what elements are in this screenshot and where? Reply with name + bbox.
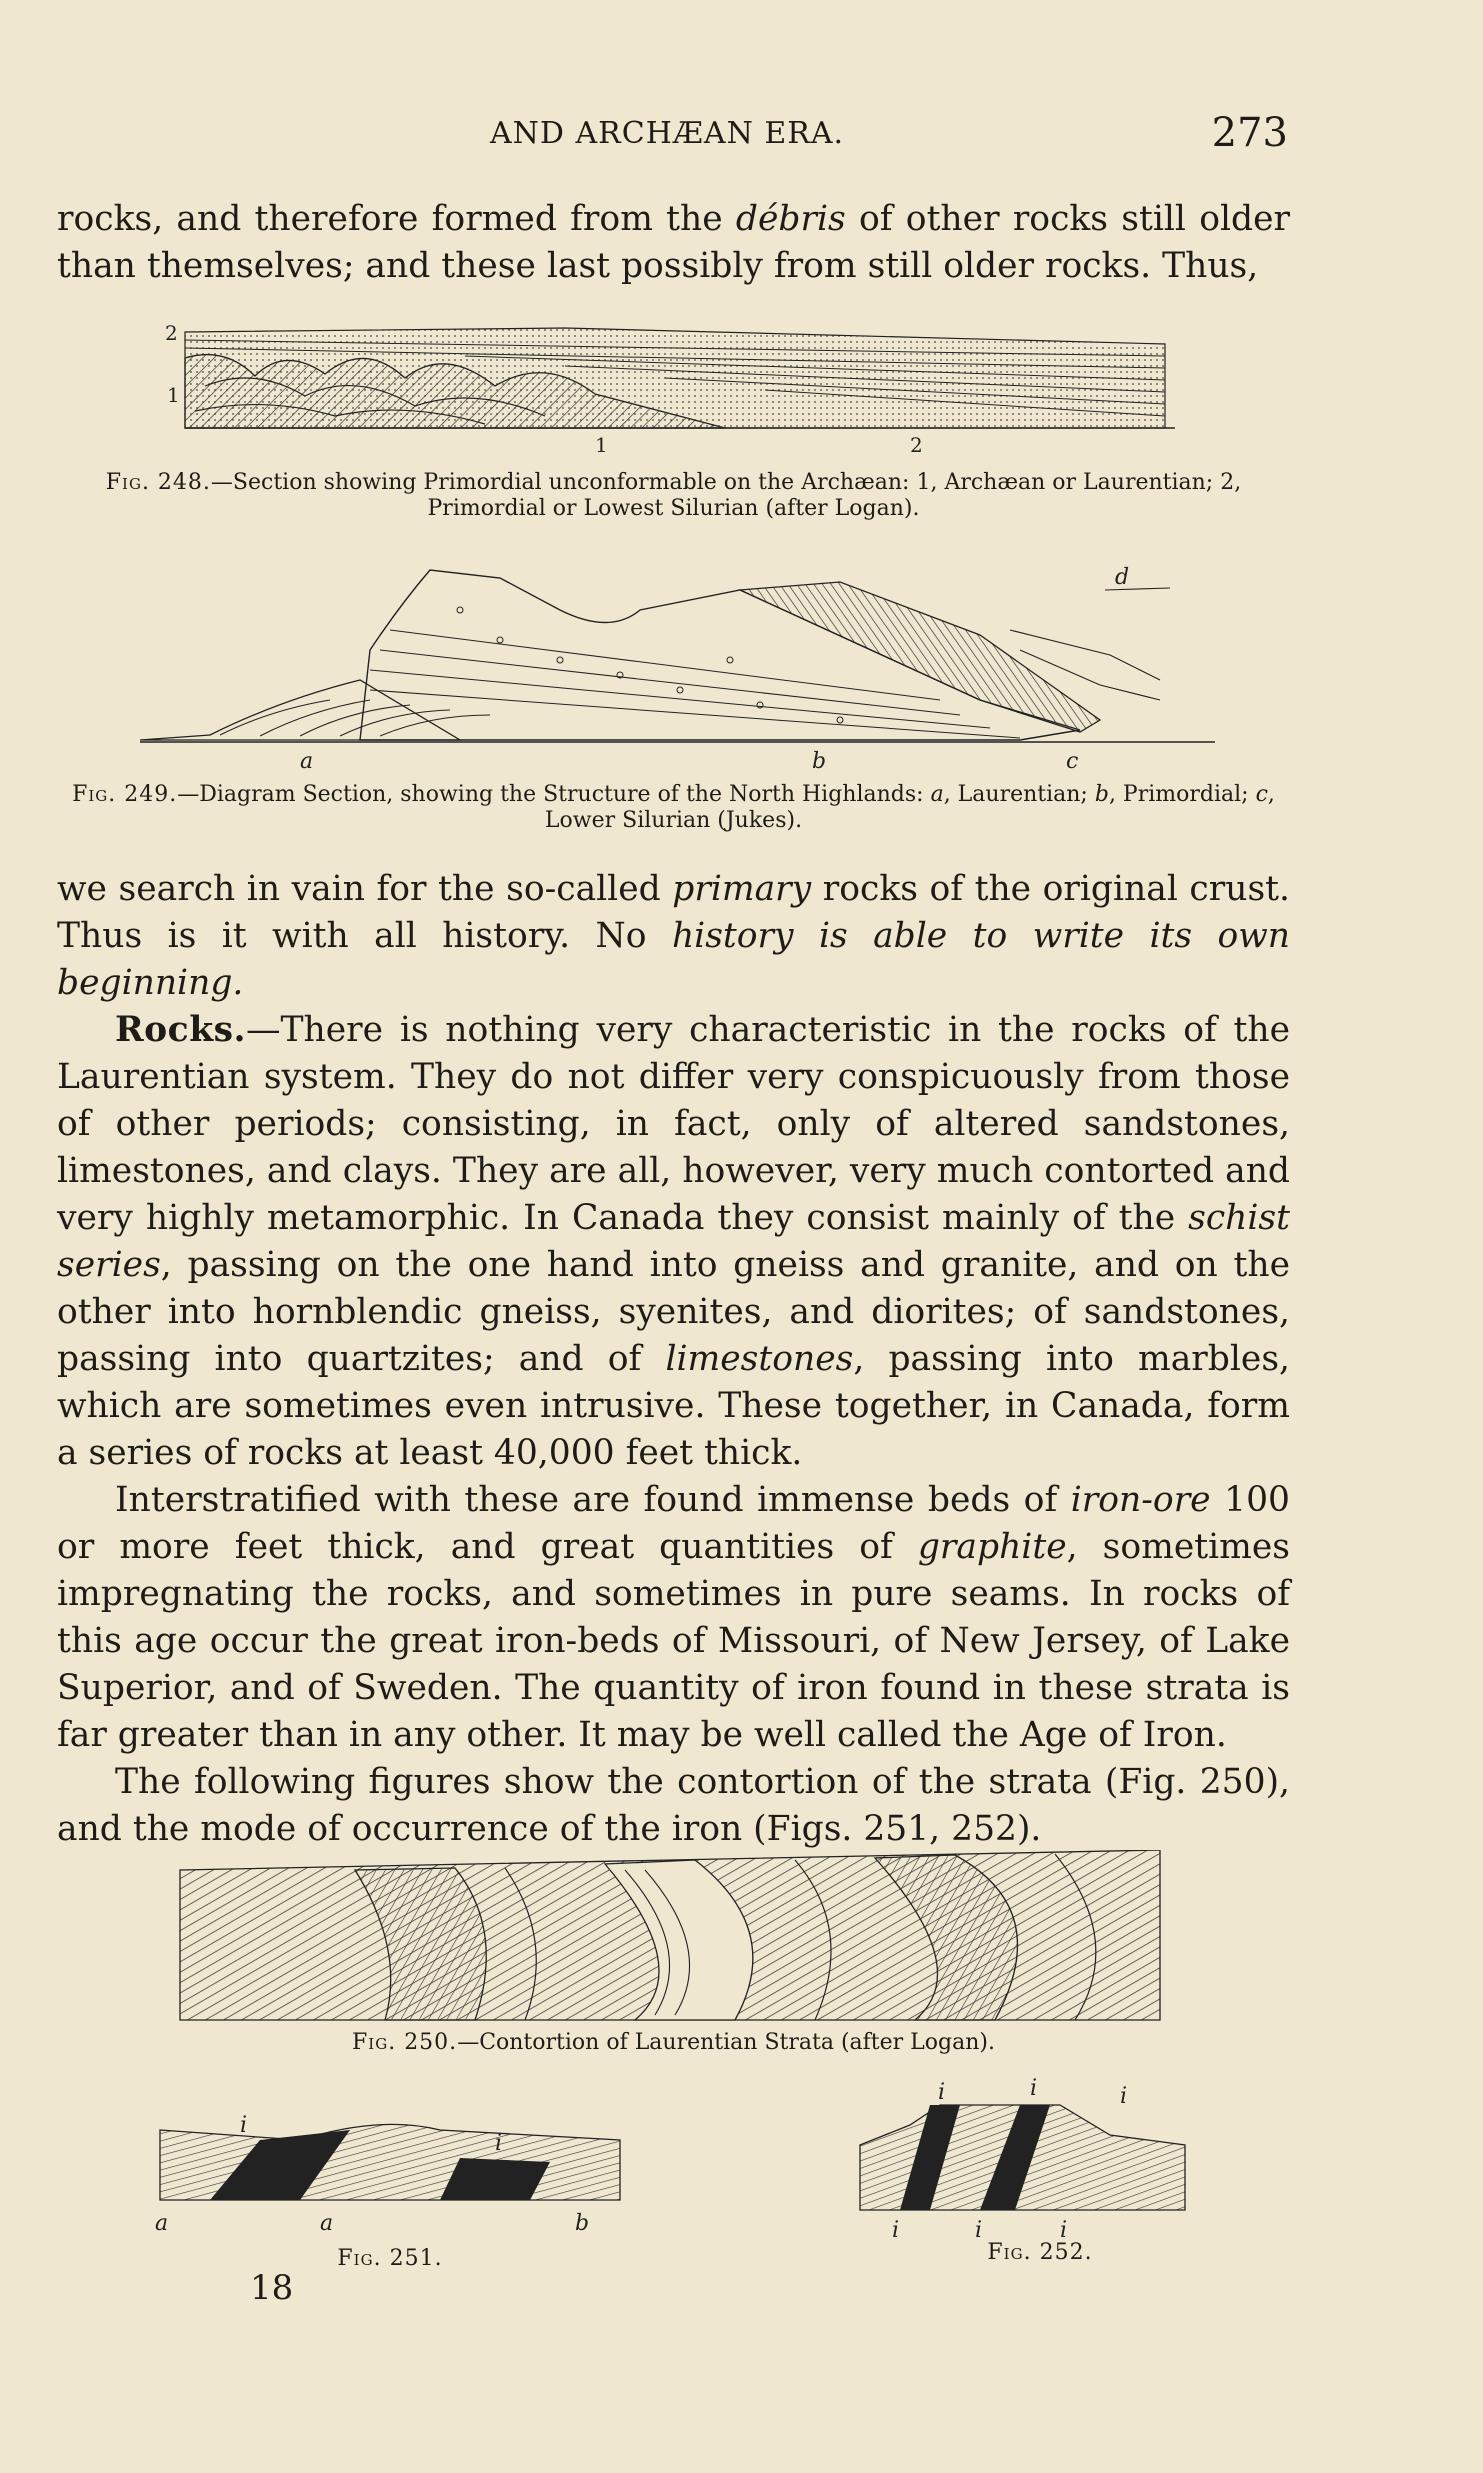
figure-252-illustration	[850, 2075, 1200, 2250]
paragraph-figures-intro: The following figures show the contortion of the strata (Fig. 250), and the mode of occurrence of the iron (Figs. 251, 252).	[57, 1762, 1290, 1849]
figure-250-caption	[57, 2030, 1290, 2056]
text-run: —There is nothing very characteristic in the rocks of the Laurentian system. They do not differ very conspicuously from those of other periods; consisting, in fact, only of altered sandstones, limestones, and clays. They are all, however, very much contorted and very highly metamorphic. In Canada they consist mainly of the	[57, 1010, 1290, 1238]
figure-251-illustration	[150, 2100, 630, 2240]
running-head	[0, 110, 1483, 160]
fig252-label-top-i3: i	[1120, 2084, 1128, 2109]
text-run: rocks, and therefore formed from the	[57, 199, 736, 239]
fig251-label-a1: a	[155, 2211, 169, 2236]
text-run: , sometimes impregnating the rocks, and sometimes in pure seams. In rocks of this age occur the great iron-beds of Missouri, of New Jersey, of Lake Superior, and of Sweden. The quantity of iron found in these strata is far greater than in any other. It may be well called the Age of Iron.	[57, 1527, 1290, 1755]
fig251-label-a2: a	[320, 2211, 334, 2236]
text-run: Interstratified with these are found immense beds of	[115, 1480, 1071, 1520]
paragraph-main	[57, 866, 1290, 1853]
fig248-label-bottom-2: 2	[910, 433, 923, 456]
text-run: we search in vain for the so-called	[57, 869, 673, 909]
text-run: 100 or more feet thick, and great quantities of	[57, 1480, 1290, 1567]
figure-249-caption	[57, 782, 1290, 834]
caption-fig-number: Fig. 248.	[105, 470, 211, 495]
italic-run: graphite	[917, 1527, 1067, 1567]
italic-run: primary	[672, 869, 812, 909]
figure-249	[140, 550, 1220, 775]
figure-248-illustration	[165, 316, 1175, 456]
caption-key: b	[1094, 782, 1109, 807]
caption-fig-number: Fig. 250.	[352, 2030, 458, 2055]
figure-250	[175, 1850, 1165, 2025]
caption-fig-number: Fig. 252.	[987, 2240, 1093, 2265]
caption-text: , Primordial;	[1108, 782, 1256, 807]
figure-251	[150, 2100, 630, 2240]
figure-248-caption	[57, 470, 1290, 522]
figure-249-illustration	[140, 550, 1220, 775]
figure-252	[850, 2075, 1200, 2250]
figure-252-caption	[950, 2240, 1130, 2266]
fig248-label-bottom-1: 1	[595, 433, 608, 456]
fig249-label-d: d	[1115, 565, 1130, 590]
caption-fig-number: Fig. 249.	[72, 782, 178, 807]
section-lead: Rocks.	[115, 1010, 247, 1050]
fig252-label-bot-i2: i	[975, 2218, 983, 2243]
figure-251-caption	[300, 2246, 480, 2272]
fig251-label-i1: i	[240, 2113, 248, 2138]
fig252-label-top-i2: i	[1030, 2076, 1038, 2101]
caption-fig-number: Fig. 251.	[337, 2246, 443, 2271]
page-number: 273	[1211, 110, 1288, 156]
fig251-label-b: b	[575, 2211, 590, 2236]
caption-text: —Diagram Section, showing the Structure of the North Highlands:	[177, 782, 931, 807]
caption-text: , Laurentian;	[943, 782, 1095, 807]
fig251-label-i2: i	[495, 2131, 503, 2156]
figure-250-illustration	[175, 1850, 1165, 2025]
italic-run: limestones	[665, 1339, 854, 1379]
text-run: rocks of the original crust. Thus is it with all history. No	[57, 869, 1291, 956]
caption-text: —Section showing Primordial unconformable on the Archæan: 1, Archæan or Laurentian; 2, Primordial or Lowest Silurian (after Logan).	[210, 470, 1242, 521]
figure-248	[165, 316, 1175, 456]
caption-text: , Lower Silurian (Jukes).	[544, 782, 1275, 833]
caption-key: c	[1255, 782, 1268, 807]
running-title: AND ARCHÆAN ERA.	[490, 116, 845, 151]
fig249-label-c: c	[1066, 749, 1079, 774]
italic-run: schist series	[57, 1198, 1290, 1285]
italic-run: iron-ore	[1070, 1480, 1211, 1520]
fig252-label-bot-i1: i	[892, 2218, 900, 2243]
italic-run: débris	[735, 199, 846, 239]
fig252-label-top-i1: i	[938, 2080, 946, 2105]
signature-mark: 18	[250, 2268, 294, 2308]
fig252-label-bot-i3: i	[1060, 2218, 1068, 2243]
fig248-label-left-1: 1	[167, 383, 180, 407]
caption-text: —Contortion of Laurentian Strata (after Logan).	[457, 2030, 995, 2055]
fig249-label-b: b	[812, 749, 827, 774]
text-run: , passing on the one hand into gneiss and granite, and on the other into hornblendic gneiss, syenites, and diorites; of sandstones, passing into quartzites; and of	[57, 1245, 1290, 1379]
text-run: of other rocks still older than themselves; and these last possibly from still older rocks. Thus,	[57, 199, 1290, 286]
fig249-label-a: a	[300, 749, 314, 774]
fig248-label-left-2: 2	[165, 321, 178, 345]
text-run: , passing into marbles, which are sometimes even intrusive. These together, in Canada, form a series of rocks at least 40,000 feet thick.	[57, 1339, 1290, 1473]
caption-key: a	[930, 782, 944, 807]
italic-run: history is able to write its own beginning.	[57, 916, 1290, 1003]
paragraph-top	[57, 196, 1290, 290]
